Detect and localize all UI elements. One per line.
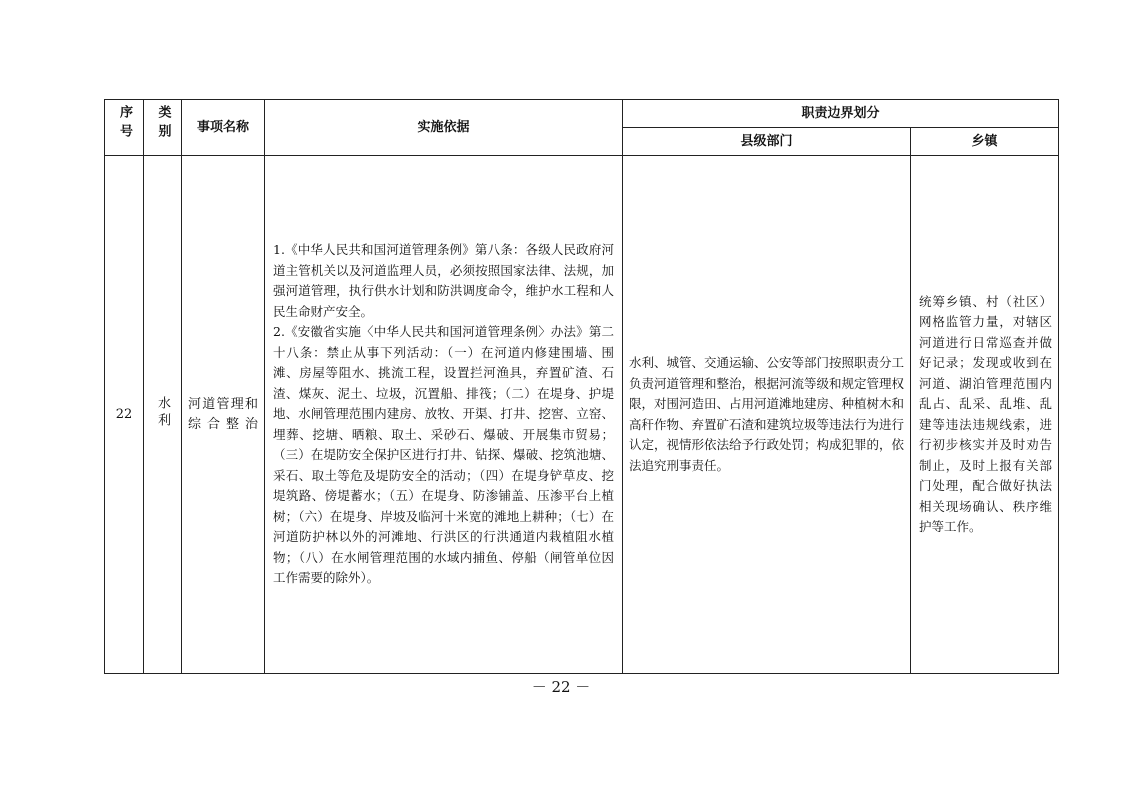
header-item-name: 事项名称 (182, 100, 265, 156)
row-town: 统筹乡镇、村（社区）网格监管力量，对辖区河道进行日常巡查并做好记录；发现或收到在河道、湖泊管理范围内乱占、乱采、乱堆、乱建等违法违规线索，进行初步核实并及时劝告制止，及时上报有关部门处理，配合做好执法相关现场确认、秩序维护等工作。 (911, 156, 1059, 674)
row-county-dept: 水利、城管、交通运输、公安等部门按照职责分工负责河道管理和整治，根据河流等级和规定管理权限，对围河造田、占用河道滩地建房、种植树木和高秆作物、弃置矿石渣和建筑垃圾等违法行为进行认定，视情形依法给予行政处罚；构成犯罪的，依法追究刑事责任。 (623, 156, 911, 674)
header-category (144, 100, 182, 156)
row-category-text: 水利 (155, 395, 170, 430)
row-seq: 22 (105, 156, 144, 674)
table-row (105, 156, 1059, 674)
row-basis (265, 156, 623, 674)
duty-boundary-table (104, 99, 1059, 674)
header-seq (105, 100, 144, 156)
row-category (144, 156, 182, 674)
row-item-name: 河道管理和综合整治 (182, 156, 265, 674)
header-county-dept: 县级部门 (623, 128, 911, 156)
basis-clause-1: 1.《中华人民共和国河道管理条例》第八条：各级人民政府河道主管机关以及河道监理人员，必须按照国家法律、法规，加强河道管理，执行供水计划和防洪调度命令，维护水工程和人民生命财产安全。 (273, 242, 614, 319)
basis-clause-2: 2.《安徽省实施〈中华人民共和国河道管理条例〉办法》第二十八条：禁止从事下列活动：（一）在河道内修建围墙、围滩、房屋等阻水、挑流工程，设置拦河渔具，弃置矿渣、石渣、煤灰、泥土、垃圾，沉置船、排筏；（二）在堤身、护堤地、水闸管理范围内建房、放牧、开渠、打井、挖窖、立窑、埋葬、挖塘、晒粮、取土、采砂石、爆破、开展集市贸易；（三）在堤防安全保护区进行打井、钻探、爆破、挖筑池塘、采石、取土等危及堤防安全的活动；（四）在堤身铲草皮、挖堤筑路、傍堤蓄水；（五）在堤身、防渗铺盖、压渗平台上植树；（六）在堤身、岸坡及临河十米宽的滩地上耕种；（七）在河道防护林以外的河滩地、行洪区的行洪通道内栽植阻水植物；（八）在水闸管理范围的水域内捕鱼、停船（闸管单位因工作需要的除外）。 (273, 324, 614, 586)
header-category-text: 类别 (155, 105, 171, 143)
header-seq-text: 序号 (117, 105, 132, 143)
header-basis: 实施依据 (265, 100, 623, 156)
page-number: － 22 － (531, 678, 591, 696)
header-duty-division: 职责边界划分 (623, 100, 1059, 128)
header-town: 乡镇 (911, 128, 1059, 156)
